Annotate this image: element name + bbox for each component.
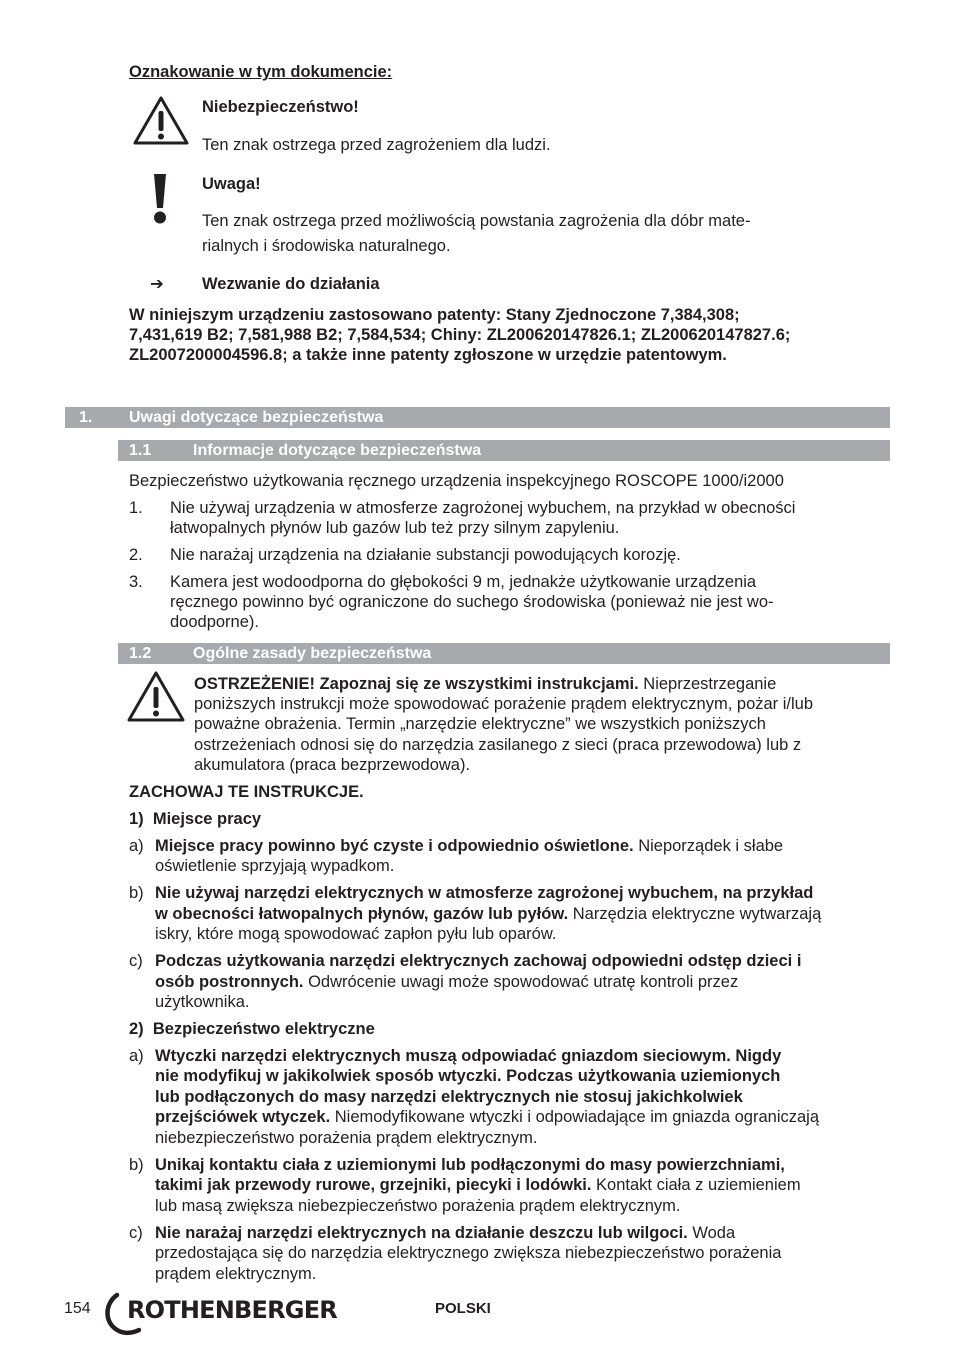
electrical-c-line3: prądem elektrycznym. — [155, 1265, 317, 1283]
work-area-a-line2: oświetlenie sprzyjają wypadkom. — [155, 857, 395, 875]
warning-line3: poważne obrażenia. Termin „narzędzie elektryczne” we wszystkich poniższych — [194, 715, 766, 733]
section-1-1-bar — [118, 440, 890, 461]
electrical-a-line3: lub podłączonych do masy narzędzi elektrycznych nie stosuj jakichkolwiek — [155, 1088, 743, 1106]
section-1-bar — [65, 407, 890, 428]
warning-line5: akumulatora (praca bezprzewodowa). — [194, 756, 471, 774]
electrical-b-line3: lub masą zwiększa niebezpieczeństwo porażenia prądem elektrycznym. — [155, 1197, 681, 1215]
warning-line4: ostrzeżeniach odnosi się do narzędzia zasilanego z sieci (praca przewodowa) lub z — [194, 736, 802, 754]
electrical-b-line2: takimi jak przewody rurowe, grzejniki, piecyki i lodówki. Kontakt ciała z uziemieniem — [155, 1176, 801, 1194]
section-1-1-title: Informacje dotyczące bezpieczeństwa — [193, 442, 482, 459]
work-area-heading: 1) Miejsce pracy — [129, 810, 262, 828]
brand-name: ROTHENBERGER — [127, 1296, 337, 1324]
section-1-title: Uwagi dotyczące bezpieczeństwa — [129, 409, 384, 426]
danger-triangle-icon — [132, 95, 190, 147]
electrical-a-label: a) — [129, 1047, 144, 1065]
caution-text-line1: Ten znak ostrzega przed możliwością powstania zagrożenia dla dóbr mate- — [202, 212, 751, 230]
work-area-b-label: b) — [129, 884, 144, 902]
caution-title: Uwaga! — [202, 175, 261, 193]
work-area-c-line2: osób postronnych. Odwrócenie uwagi może spowodować utratę kontroli przez — [155, 973, 739, 991]
section-1-number: 1. — [79, 409, 93, 426]
work-area-c-line3: użytkownika. — [155, 993, 250, 1011]
work-area-b-line1: Nie używaj narzędzi elektrycznych w atmosferze zagrożonej wybuchem, na przykład — [155, 884, 814, 902]
work-area-a-line1: Miejsce pracy powinno być czyste i odpowiednio oświetlone. Nieporządek i słabe — [155, 837, 784, 855]
safety-info-list: 1. Nie używaj urządzenia w atmosferze zagrożonej wybuchem, na przykład w obecności łatwopalnych płynów lub gazów lub też przy silnym zapyleniu. 2. Nie narażaj urządzenia na działanie substancji powodujących korozję. 3. Kamera jest wodoodporna do głębokości 9 m, jednakże użytkowanie urządzenia ręcznego powinno być ograniczone do suchego środowiska (ponieważ nie jest wo- doodporne). — [129, 499, 796, 631]
section-1-1-intro: Bezpieczeństwo użytkowania ręcznego urządzenia inspekcyjnego ROSCOPE 1000/i2000 — [129, 472, 784, 490]
electrical-a-line4: przejściówek wtyczek. Niemodyfikowane wtyczki i odpowiadające im gniazda ograniczają — [155, 1108, 820, 1126]
danger-title: Niebezpieczeństwo! — [202, 98, 359, 116]
work-area-b-line2: w obecności łatwopalnych płynów, gazów lub pyłów. Narzędzia elektryczne wytwarzają — [155, 905, 822, 923]
work-area-b-line3: iskry, które mogą spowodować zapłon pyłu lub oparów. — [155, 925, 557, 943]
electrical-c-label: c) — [129, 1224, 143, 1242]
caution-text-line2: rialnych i środowiska naturalnego. — [202, 237, 451, 255]
patents-line1: W niniejszym urządzeniu zastosowano patenty: Stany Zjednoczone 7,384,308; — [129, 306, 740, 324]
section-1-2-number: 1.2 — [129, 645, 152, 662]
electrical-heading: 2) Bezpieczeństwo elektryczne — [129, 1020, 375, 1038]
work-area-c-line1: Podczas użytkowania narzędzi elektrycznych zachowaj odpowiedni odstęp dzieci i — [155, 952, 802, 970]
warning-triangle-icon — [126, 670, 186, 724]
action-text: Wezwanie do działania — [202, 275, 380, 293]
patents-line2: 7,431,619 B2; 7,581,988 B2; 7,584,534; Chiny: ZL200620147826.1; ZL200620147827.6; — [129, 326, 791, 344]
markings-heading: Oznakowanie w tym dokumencie: — [129, 63, 393, 81]
language-label: POLSKI — [435, 1300, 491, 1317]
electrical-a-line1: Wtyczki narzędzi elektrycznych muszą odpowiadać gniazdom sieciowym. Nigdy — [155, 1047, 782, 1065]
page-number: 154 — [64, 1300, 91, 1317]
electrical-a-line2: nie modyfikuj w jakikolwiek sposób wtyczki. Podczas użytkowania uziemionych — [155, 1067, 781, 1085]
section-1-2-bar — [118, 643, 890, 664]
section-1-2-title: Ogólne zasady bezpieczeństwa — [193, 645, 432, 662]
work-area-a-label: a) — [129, 837, 144, 855]
brand-logo — [101, 1290, 353, 1336]
section-1-1-number: 1.1 — [129, 442, 152, 459]
electrical-c-line2: przedostająca się do narzędzia elektrycznego zwiększa niebezpieczeństwo porażenia — [155, 1244, 782, 1262]
work-area-c-label: c) — [129, 952, 143, 970]
warning-line1: OSTRZEŻENIE! Zapoznaj się ze wszystkimi instrukcjami. Nieprzestrzeganie — [194, 675, 777, 693]
keep-instructions: ZACHOWAJ TE INSTRUKCJE. — [129, 783, 364, 801]
electrical-a-line5: niebezpieczeństwo porażenia prądem elektrycznym. — [155, 1129, 538, 1147]
arrow-right-icon: ➔ — [150, 275, 164, 293]
electrical-b-line1: Unikaj kontaktu ciała z uziemionymi lub podłączonymi do masy powierzchniami, — [155, 1156, 785, 1174]
electrical-b-label: b) — [129, 1156, 144, 1174]
electrical-c-line1: Nie narażaj narzędzi elektrycznych na działanie deszczu lub wilgoci. Woda — [155, 1224, 736, 1242]
danger-text: Ten znak ostrzega przed zagrożeniem dla ludzi. — [202, 136, 551, 154]
patents-line3: ZL2007200004596.8; a także inne patenty zgłoszone w urzędzie patentowym. — [129, 346, 727, 364]
caution-exclamation-icon — [150, 172, 170, 226]
warning-line2: poniższych instrukcji może spowodować porażenie prądem elektrycznym, pożar i/lub — [194, 695, 814, 713]
